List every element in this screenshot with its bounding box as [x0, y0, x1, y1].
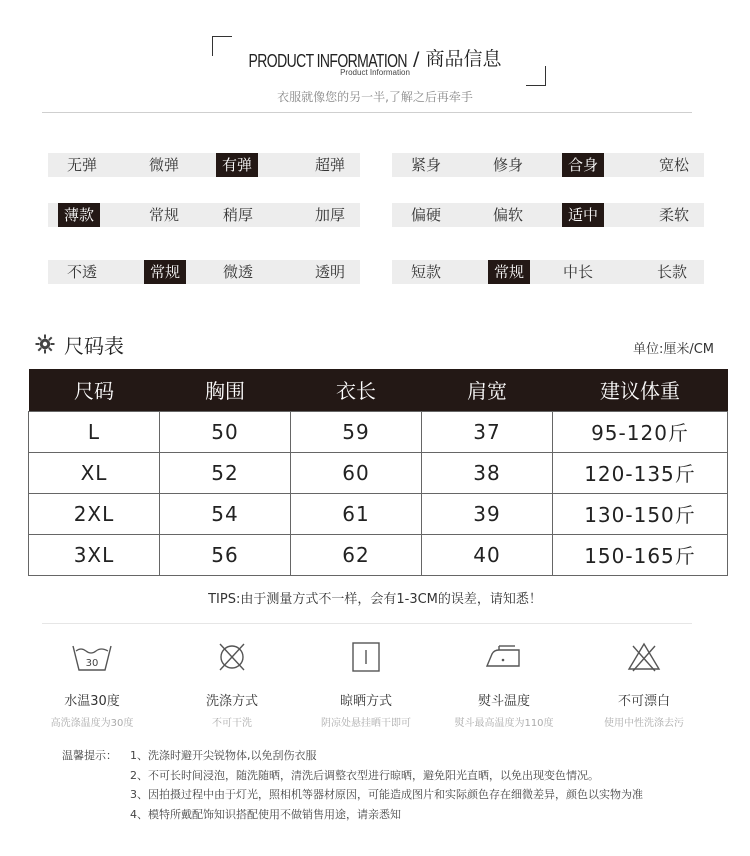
care-item-bleach: [574, 640, 714, 729]
wash-30-icon: [70, 640, 114, 674]
table-cell: 150-165斤: [553, 534, 728, 575]
table-cell: 61: [291, 493, 422, 534]
attribute-option: 薄款: [58, 203, 100, 227]
care-title: 熨斗温度: [477, 694, 530, 709]
attribute-option: 无弹: [66, 156, 97, 174]
attribute-option: 超弹: [314, 156, 345, 174]
attribute-option: 稍厚: [222, 206, 253, 224]
attribute-option: 偏硬: [410, 206, 441, 224]
iron-icon: [479, 640, 529, 674]
care-desc: 阴凉处悬挂晒干即可: [321, 718, 411, 729]
attribute-row-transparency: [48, 260, 360, 284]
attribute-row-thickness: [48, 203, 360, 227]
page-subtitle: Product Information: [340, 68, 410, 77]
attribute-option: 适中: [562, 203, 604, 227]
list-item: 1、洗涤时避开尖锐物体,以免刮伤衣服: [130, 749, 317, 762]
column-header: 肩宽: [422, 369, 553, 411]
table-cell: 59: [291, 411, 422, 452]
size-table-header: [29, 369, 728, 411]
table-row: [29, 534, 728, 575]
attribute-option: 宽松: [658, 156, 689, 174]
wash-temp-badge: 30: [85, 658, 99, 669]
table-cell: L: [29, 411, 160, 452]
attribute-option: 常规: [488, 260, 530, 284]
attribute-option: 紧身: [410, 156, 441, 174]
column-header: 衣长: [291, 369, 422, 411]
attribute-option: 合身: [562, 153, 604, 177]
attribute-option: 微弹: [148, 156, 179, 174]
care-item-dry-clean: [162, 640, 302, 729]
column-header: 尺码: [29, 369, 160, 411]
attribute-option: 长款: [656, 263, 687, 281]
care-desc: 使用中性洗涤去污: [604, 718, 684, 729]
attribute-option: 透明: [314, 263, 345, 281]
care-title: 晾晒方式: [339, 694, 392, 709]
page-slogan: 衣服就像您的另一半,了解之后再牵手: [277, 90, 473, 104]
page-title: [0, 44, 750, 71]
table-cell: 50: [160, 411, 291, 452]
list-item: 4、模特所戴配饰知识搭配使用不做销售用途，请亲悉知: [130, 807, 401, 821]
no-bleach-icon: [622, 640, 666, 674]
attribute-row-elasticity: [48, 153, 360, 177]
no-dry-clean-icon: [210, 640, 254, 674]
table-cell: 120-135斤: [553, 452, 728, 493]
table-row: [29, 452, 728, 493]
attribute-option: 不透: [66, 263, 97, 281]
attribute-option: 微透: [222, 263, 253, 281]
table-cell: 95-120斤: [553, 411, 728, 452]
table-cell: 3XL: [29, 534, 160, 575]
attribute-option: 偏软: [492, 206, 523, 224]
table-cell: 130-150斤: [553, 493, 728, 534]
table-cell: 60: [291, 452, 422, 493]
table-row: [29, 493, 728, 534]
table-cell: 52: [160, 452, 291, 493]
attribute-option: 中长: [562, 263, 593, 281]
size-table: [28, 369, 728, 576]
page-title-en: PRODUCT INFORMATION: [248, 49, 407, 71]
notes-list: [130, 746, 643, 824]
table-cell: 40: [422, 534, 553, 575]
table-cell: 54: [160, 493, 291, 534]
attribute-row-length: [392, 260, 704, 284]
table-cell: 56: [160, 534, 291, 575]
table-cell: 39: [422, 493, 553, 534]
table-cell: 62: [291, 534, 422, 575]
size-chart-unit: 单位:厘米/CM: [632, 342, 714, 357]
table-row: [29, 411, 728, 452]
tips-divider: [42, 623, 692, 624]
size-chart-title: 尺码表: [64, 334, 124, 358]
table-cell: 38: [422, 452, 553, 493]
page-title-separator: /: [406, 48, 426, 70]
notes-label: 温馨提示：: [62, 749, 117, 762]
attribute-option: 修身: [492, 156, 523, 174]
care-title: 不可漂白: [617, 694, 670, 709]
care-desc: 高洗涤温度为30度: [50, 718, 134, 729]
care-title: 洗涤方式: [205, 694, 258, 709]
table-cell: 2XL: [29, 493, 160, 534]
column-header: 建议体重: [553, 369, 728, 411]
attribute-row-fit: [392, 153, 704, 177]
care-item-drying: [296, 640, 436, 729]
table-cell: XL: [29, 452, 160, 493]
care-desc: 熨斗最高温度为110度: [454, 718, 554, 729]
column-header: 胸围: [160, 369, 291, 411]
line-dry-icon: [344, 640, 388, 674]
attribute-option: 柔软: [658, 206, 689, 224]
attribute-option: 短款: [410, 263, 441, 281]
care-desc: 不可干洗: [212, 718, 252, 729]
header-divider: [42, 112, 692, 113]
attribute-option: 加厚: [314, 206, 345, 224]
list-item: 3、因拍摄过程中由于灯光，照相机等器材原因，可能造成图片和实际颜色存在细微差异，颜色以实物为准: [130, 788, 643, 801]
attribute-option: 常规: [148, 206, 179, 224]
gear-icon: [35, 334, 55, 354]
table-cell: 37: [422, 411, 553, 452]
attribute-option: 有弹: [216, 153, 258, 177]
attribute-row-softness: [392, 203, 704, 227]
tips-text: TIPS:由于测量方式不一样，会有1-3CM的误差，请知悉！: [208, 592, 542, 607]
attribute-option: 常规: [144, 260, 186, 284]
care-title: 水温30度: [64, 694, 120, 709]
care-item-wash: [22, 640, 162, 729]
page-title-cn: 商品信息: [425, 48, 502, 70]
care-item-ironing: [434, 640, 574, 729]
list-item: 2、不可长时间浸泡，随洗随晒，清洗后调整衣型进行晾晒，避免阳光直晒，以免出现变色情况。: [130, 768, 599, 782]
